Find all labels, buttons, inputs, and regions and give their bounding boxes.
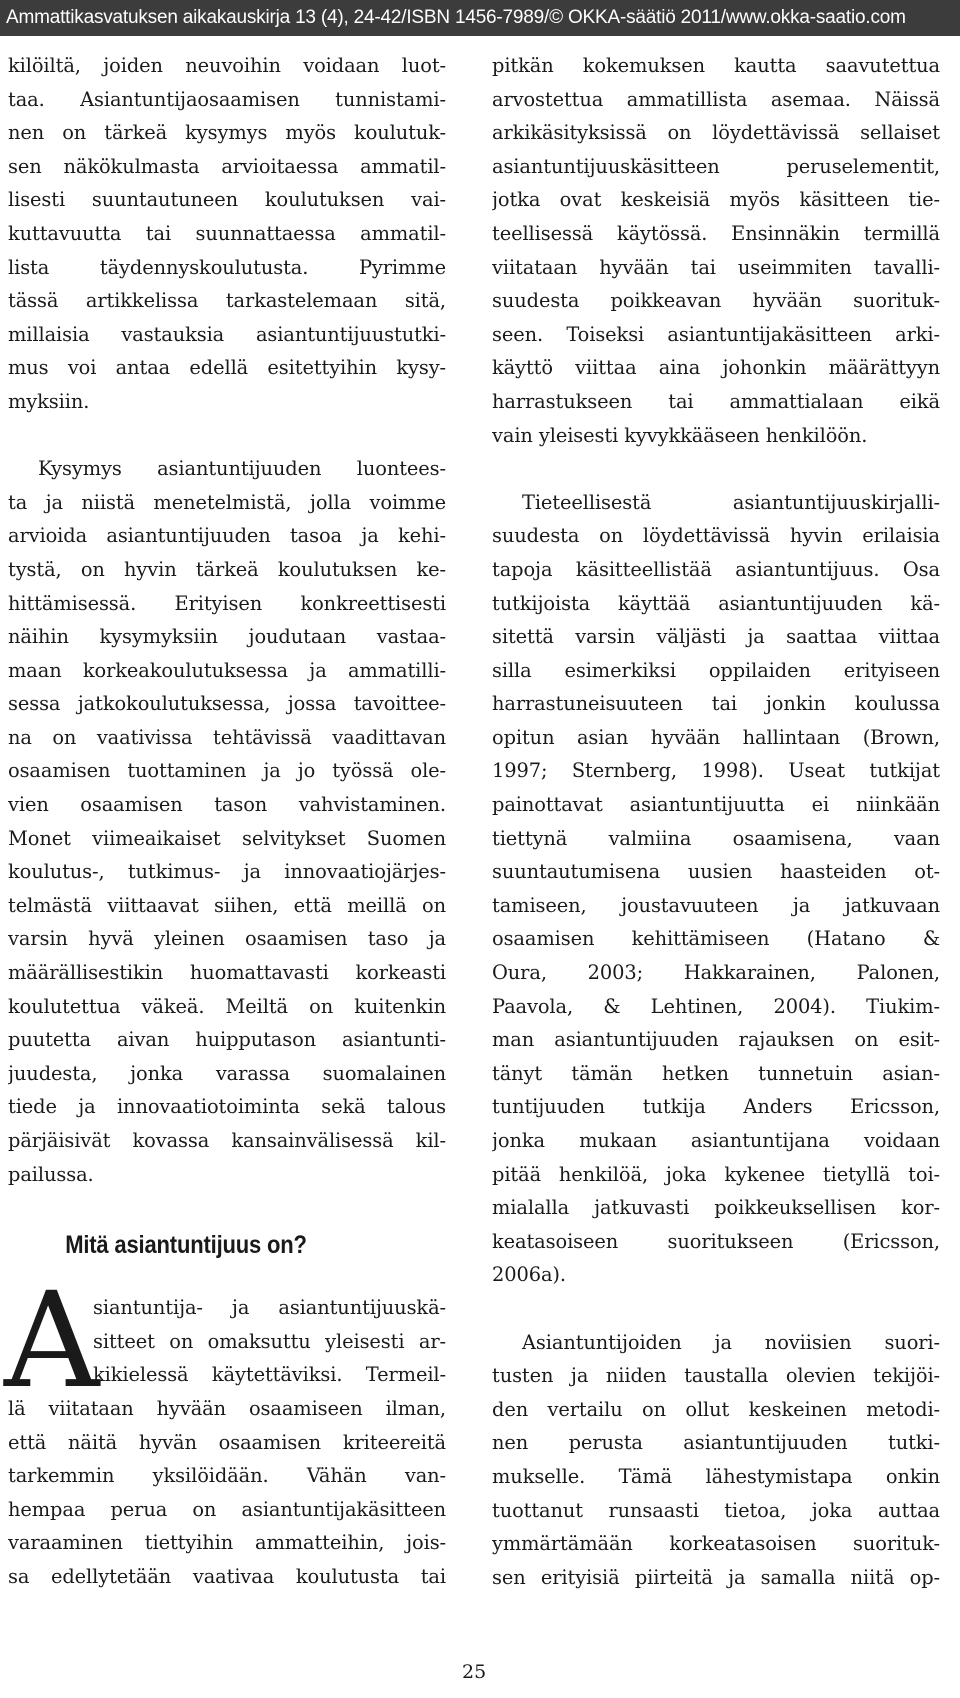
text-line: Kysymys asiantuntijuuden luontees- — [38, 457, 446, 481]
text-line: suudesta poikkeavan hyvään suorituk- — [492, 289, 940, 313]
text-line: sa edellytetään vaativaa koulutusta tai — [8, 1564, 446, 1588]
text-line: 2006a). — [492, 1263, 566, 1287]
text-line: mus voi antaa edellä esitettyihin kysy- — [8, 356, 446, 380]
text-line: myksiin. — [8, 389, 90, 413]
header-citation: Ammattikasvatuksen aikakauskirja 13 (4), 24-42/ISBN 1456-7989/© OKKA-säätiö 2011/www.okka-saatio.com — [6, 7, 906, 28]
text-line: koulutus-, tutkimus- ja innovaatiojärjes- — [8, 860, 446, 884]
text-line: suuntautumisena uusien haasteiden ot- — [492, 860, 940, 884]
left-paragraph-2 — [8, 452, 446, 1191]
text-line: arvioida asiantuntijuuden tasoa ja kehi- — [8, 524, 446, 548]
paragraph-gap — [492, 1292, 940, 1326]
text-line: man asiantuntijuuden rajauksen on esit- — [492, 1028, 940, 1052]
text-line: sen näkökulmasta arvioitaessa ammatil- — [8, 154, 446, 178]
text-line: käyttö viittaa aina johonkin määrättyyn — [492, 356, 940, 380]
text-line: tusten ja niiden taustalla olevien tekijöi- — [492, 1364, 940, 1388]
text-line: tänyt tämän hetken tunnetuin asian- — [492, 1061, 940, 1085]
text-line: seen. Toiseksi asiantuntijakäsitteen arki- — [492, 322, 940, 346]
text-line: lä viitataan hyvään osaamiseen ilman, — [8, 1396, 446, 1420]
left-intro-paragraph — [8, 49, 446, 419]
text-line: suudesta on löydettävissä hyvin erilaisia — [492, 524, 940, 548]
text-line: ta ja niistä menetelmistä, jolla voimme — [8, 490, 446, 514]
text-line: kuttavuutta tai suunnattaessa ammatil- — [8, 221, 446, 245]
heading-gap — [8, 1191, 446, 1215]
paragraph-gap — [8, 419, 446, 453]
text-line: opitun asian hyvään hallintaan (Brown, — [492, 725, 940, 749]
text-line: teellisessä käytössä. Ensinnäkin termillä — [492, 221, 940, 245]
text-line: Monet viimeaikaiset selvitykset Suomen — [8, 826, 446, 850]
text-line: tutkijoista käyttää asiantuntijuuden kä- — [492, 591, 940, 615]
text-line: hempaa perua on asiantuntijakäsitteen — [8, 1497, 446, 1521]
text-line: harrastuneisuuteen tai jonkin koulussa — [492, 692, 940, 716]
text-line: jonka mukaan asiantuntijana voidaan — [492, 1129, 940, 1152]
left-paragraph-3 — [8, 1392, 446, 1594]
text-line: varaaminen tiettyihin ammatteihin, jois- — [8, 1531, 446, 1555]
text-line: osaamisen tuottaminen ja jo työssä ole- — [8, 759, 446, 783]
text-line: varsin hyvä yleinen osaamisen taso ja — [8, 927, 446, 951]
text-line: tuntijuuden tutkija Anders Ericsson, — [492, 1095, 940, 1119]
text-line: että näitä hyvän osaamisen kriteereitä — [8, 1430, 446, 1454]
text-line: keatasoiseen suoritukseen (Ericsson, — [492, 1229, 940, 1253]
right-paragraph-2 — [492, 486, 940, 1292]
text-line: nen perusta asiantuntijuuden tutki- — [492, 1431, 940, 1455]
page-number: 25 — [462, 1661, 487, 1683]
text-line: tystä, on hyvin tärkeä koulutuksen ke- — [8, 557, 446, 581]
text-line: tuottanut runsaasti tietoa, joka auttaa — [492, 1498, 940, 1522]
text-line: kilöiltä, joiden neuvoihin voidaan luot- — [8, 54, 446, 77]
text-line: mukselle. Tämä lähestymistapa onkin — [492, 1464, 940, 1488]
text-line: näihin kysymyksiin joudutaan vastaa- — [8, 625, 446, 649]
text-line: ymmärtämään korkeatasoisen suorituk- — [492, 1532, 940, 1556]
text-line: taa. Asiantuntijaosaamisen tunnistami- — [8, 87, 446, 111]
text-line: siantuntija- ja asiantuntijuuskä- — [93, 1296, 446, 1320]
text-line: sitteet on omaksuttu yleisesti ar- — [93, 1329, 446, 1353]
paragraph-gap — [492, 452, 940, 486]
text-line: puutetta aivan huipputason asiantunti- — [8, 1028, 446, 1052]
text-line: silla esimerkiksi oppilaiden erityiseen — [492, 658, 940, 682]
text-line: pärjäisivät kovassa kansainvälisessä kil- — [8, 1129, 446, 1152]
text-line: Tieteellisestä asiantuntijuuskirjalli- — [522, 490, 940, 514]
right-paragraph-1 — [492, 49, 940, 452]
text-line: tiede ja innovaatiotoiminta sekä talous — [8, 1095, 446, 1119]
text-line: lisesti suuntautuneen koulutuksen vai- — [8, 188, 446, 212]
left-column — [4, 49, 446, 1594]
text-line: jotka ovat keskeisiä myös käsitteen tie- — [492, 188, 940, 212]
text-line: pailussa. — [8, 1162, 94, 1186]
right-column — [492, 49, 940, 1594]
text-line: sen erityisiä piirteitä ja samalla niitä op- — [492, 1565, 940, 1589]
text-line: pitää henkilöä, joka kykenee tietyllä toi- — [492, 1162, 940, 1186]
text-line: tiettynä valmiina osaamisena, vaan — [492, 826, 940, 850]
text-line: den vertailu on ollut keskeinen metodi- — [492, 1397, 940, 1421]
text-line: määrällisestikin huomattavasti korkeasti — [8, 961, 446, 985]
text-line: nen on tärkeä kysymys myös koulutuk- — [8, 121, 446, 145]
text-line: Oura, 2003; Hakkarainen, Palonen, — [492, 961, 940, 985]
text-line: arkikäsityksissä on löydettävissä sellaiset — [492, 121, 940, 145]
text-line: sessa jatkokoulutuksessa, jossa tavoittee- — [8, 692, 446, 716]
text-line: osaamisen kehittämiseen (Hatano & — [492, 927, 940, 951]
text-line: hittämisessä. Erityisen konkreettisesti — [8, 591, 446, 615]
text-line: Asiantuntijoiden ja noviisien suori- — [522, 1330, 940, 1354]
text-line: maan korkeakoulutuksessa ja ammatilli- — [8, 658, 446, 682]
text-line: juudesta, jonka varassa suomalainen — [8, 1061, 446, 1085]
text-line: 1997; Sternberg, 1998). Useat tutkijat — [492, 759, 940, 783]
text-line: vien osaamisen tason vahvistaminen. — [8, 793, 446, 817]
text-line: tamiseen, joustavuuteen ja jatkuvaan — [492, 893, 940, 917]
text-line: telmästä viittaavat siihen, että meillä on — [8, 893, 446, 917]
text-line: tapoja käsitteellistää asiantuntijuus. Osa — [492, 557, 940, 581]
text-line: millaisia vastauksia asiantuntijuustutki- — [8, 322, 446, 346]
text-line: asiantuntijuuskäsitteen peruselementit, — [492, 154, 940, 178]
drop-cap-paragraph — [4, 1264, 446, 1593]
text-line: Paavola, & Lehtinen, 2004). Tiukim- — [492, 994, 940, 1018]
text-line: lista täydennyskoulutusta. Pyrimme — [8, 255, 446, 279]
text-line: painottavat asiantuntijuutta ei niinkään — [492, 793, 940, 817]
text-line: kikielessä käytettäviksi. Termeil- — [93, 1363, 446, 1387]
text-line: viitataan hyvään tai useimmiten tavalli- — [492, 255, 940, 279]
right-paragraph-3 — [492, 1326, 940, 1595]
journal-header — [0, 0, 960, 36]
text-line: tarkemmin yksilöidään. Vähän van- — [8, 1464, 446, 1488]
section-heading: Mitä asiantuntijuus on? — [65, 1231, 307, 1260]
text-line: tässä artikkelissa tarkastelemaan sitä, — [8, 289, 446, 313]
text-line: pitkän kokemuksen kautta saavutettua — [492, 54, 940, 77]
text-line: harrastukseen tai ammattialaan eikä — [492, 389, 940, 413]
text-line: sitettä varsin väljästi ja saattaa viittaa — [492, 625, 940, 649]
text-line: vain yleisesti kyvykkääseen henkilöön. — [492, 423, 868, 447]
text-line: mialalla jatkuvasti poikkeuksellisen kor- — [492, 1196, 940, 1220]
text-line: koulutettua väkeä. Meiltä on kuitenkin — [8, 994, 446, 1018]
text-line: arvostettua ammatillista asemaa. Näissä — [492, 87, 940, 111]
drop-cap-letter: A — [4, 1264, 100, 1419]
text-line: na on vaativissa tehtävissä vaadittavan — [8, 725, 446, 749]
